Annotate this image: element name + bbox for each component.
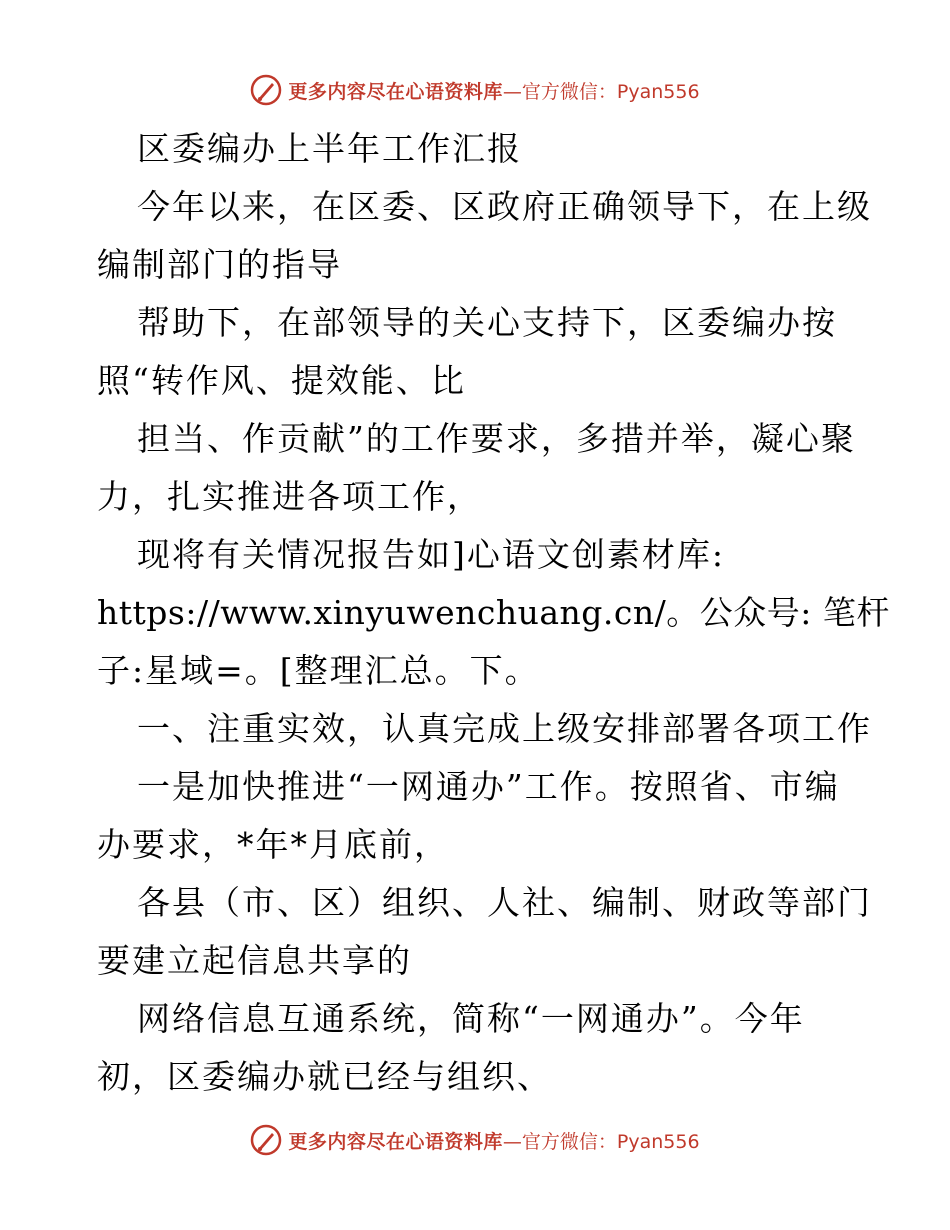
- paragraph-line: 要建立起信息共享的: [97, 941, 412, 980]
- quill-pen-logo-icon: [250, 1124, 282, 1156]
- document-title: 区委编办上半年工作汇报: [137, 129, 522, 168]
- header-banner: [0, 70, 950, 110]
- banner-sub-text: —官方微信：Pyan556: [502, 1130, 700, 1153]
- paragraph-line: 网络信息互通系统，简称“一网通办”。今年: [137, 999, 805, 1038]
- footer-banner: [0, 1120, 950, 1160]
- banner-sub-text: —官方微信：Pyan556: [502, 80, 700, 103]
- paragraph-line: 办要求，*年*月底前，: [97, 825, 449, 864]
- paragraph-line: 现将有关情况报告如]心语文创素材库:: [137, 535, 725, 574]
- paragraph-line: 今年以来，在区委、区政府正确领导下，在上级: [137, 187, 872, 226]
- paragraph-line: 担当、作贡献”的工作要求，多措并举，凝心聚: [137, 419, 856, 458]
- banner-main-text: 更多内容尽在心语资料库: [288, 1130, 503, 1153]
- paragraph-line: 力，扎实推进各项工作，: [97, 477, 482, 516]
- paragraph-line: 子:星域=。[整理汇总。下。: [97, 651, 540, 690]
- paragraph-line: 帮助下，在部领导的关心支持下，区委编办按: [137, 303, 837, 342]
- paragraph-line-url: https://www.xinyuwenchuang.cn/。公众号: 笔杆: [97, 593, 890, 632]
- paragraph-line: 各县（市、区）组织、人社、编制、财政等部门: [137, 883, 872, 922]
- section-heading: 一、注重实效，认真完成上级安排部署各项工作: [137, 709, 872, 748]
- paragraph-line: 照“转作风、提效能、比: [97, 361, 466, 400]
- document-body: [97, 120, 890, 1106]
- paragraph-line: 一是加快推进“一网通办”工作。按照省、市编: [137, 767, 840, 806]
- paragraph-line: 编制部门的指导: [97, 245, 342, 284]
- paragraph-line: 初，区委编办就已经与组织、: [97, 1057, 552, 1096]
- quill-pen-logo-icon: [250, 74, 282, 106]
- banner-main-text: 更多内容尽在心语资料库: [288, 80, 503, 103]
